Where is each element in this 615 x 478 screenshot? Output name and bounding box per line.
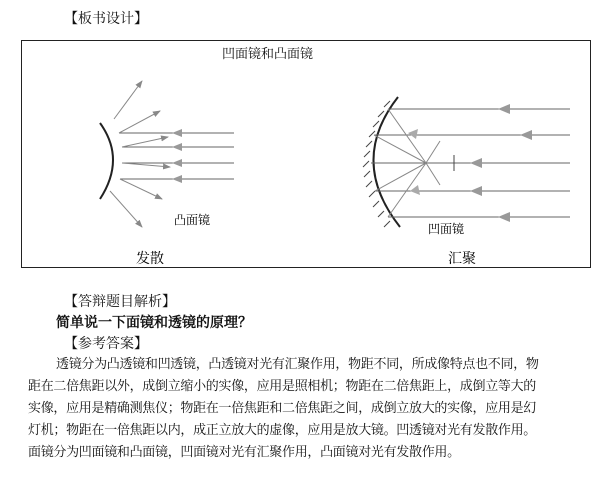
answer-analysis-heading: 【答辩题目解析】	[64, 294, 176, 310]
ray-arrow	[408, 129, 418, 139]
convex-mirror-figure	[100, 81, 234, 227]
reflected-ray	[110, 191, 142, 227]
mirror-hatching	[363, 101, 390, 227]
reflected-ray	[122, 137, 168, 147]
reflected-ray	[426, 163, 440, 185]
ray-arrow	[172, 143, 182, 151]
reflected-ray	[374, 135, 426, 163]
diagram-title: 凹面镜和凸面镜	[222, 47, 314, 62]
ray-arrow	[520, 130, 532, 140]
ray-arrow	[470, 158, 482, 168]
ray-arrow	[498, 104, 510, 114]
reflected-ray	[388, 109, 426, 163]
concave-caption: 汇聚	[448, 251, 476, 267]
convex-caption: 发散	[136, 251, 164, 267]
concave-mirror-surface	[373, 97, 400, 227]
answer-line: 灯机；物距在一倍焦距以内，成正立放大的虚像，应用是放大镜。凹透镜对光有发散作用。	[28, 423, 537, 438]
reflected-ray	[119, 111, 160, 133]
ray-arrow	[410, 185, 420, 195]
ray-arrow	[172, 159, 182, 167]
concave-mirror-figure	[363, 97, 570, 236]
section-title: 【板书设计】	[64, 11, 148, 27]
answer-line: 实像，应用是精确测焦仪；物距在一倍焦距和二倍焦距之间，成倒立放大的实像，应用是幻	[28, 401, 537, 416]
reflected-ray	[120, 179, 162, 199]
ray-arrow	[470, 186, 482, 196]
reflected-ray	[122, 163, 170, 167]
answer-line: 面镜分为凹面镜和凸面镜，凹面镜对光有汇聚作用，凸面镜对光有发散作用。	[28, 445, 460, 460]
reflected-ray	[426, 141, 440, 163]
ray-arrow	[498, 212, 510, 222]
concave-mirror-label: 凹面镜	[428, 222, 465, 236]
reflected-ray	[388, 163, 426, 217]
answer-line: 距在二倍焦距以外，成倒立缩小的实像，应用是照相机；物距在二倍焦距上，成倒立等大的	[28, 379, 537, 394]
ray-arrow	[172, 175, 182, 183]
answer-line: 透镜分为凸透镜和凹透镜，凸透镜对光有汇聚作用，物距不同，所成像特点也不同，物	[56, 357, 539, 372]
reflected-ray	[114, 81, 142, 119]
convex-mirror-label: 凸面镜	[174, 213, 211, 227]
mirror-diagram	[21, 40, 591, 268]
reference-answer-body	[28, 354, 594, 464]
question-text: 简单说一下面镜和透镜的原理？	[56, 315, 252, 331]
mirror-diagram-drawing	[22, 41, 592, 269]
convex-mirror-surface	[100, 123, 113, 199]
reference-answer-heading: 【参考答案】	[64, 336, 148, 352]
ray-arrow	[172, 129, 182, 137]
